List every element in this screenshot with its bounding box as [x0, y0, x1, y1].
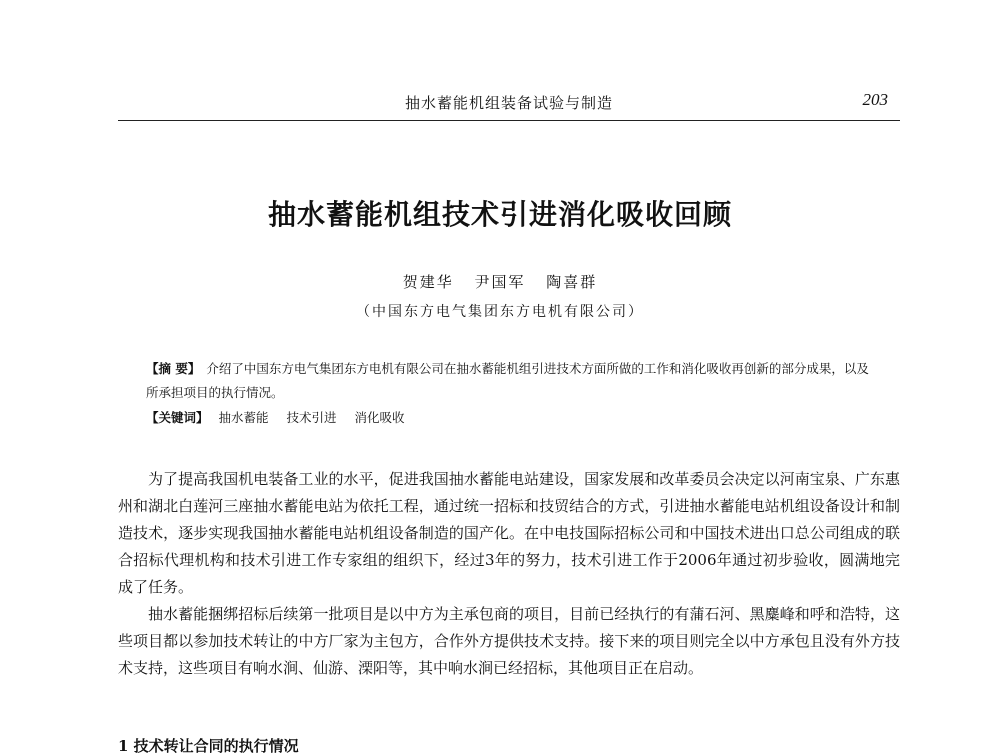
paragraph: 为了提高我国机电装备工业的水平，促进我国抽水蓄能电站建设，国家发展和改革委员会决定以河南宝泉、广东惠州和湖北白莲河三座抽水蓄能电站为依托工程，通过统一招标和技贸结合的方式，引进抽水蓄能电站机组设备设计和制造技术，逐步实现我国抽水蓄能电站机组设备制造的国产化。在中电技国际招标公司和中国技术进出口总公司组成的联合招标代理机构和技术引进工作专家组的组织下，经过3年的努力，技术引进工作于2006年通过初步验收，圆满地完成了任务。: [118, 470, 900, 596]
keywords-label: 【关键词】: [146, 410, 209, 425]
keyword: 抽水蓄能: [218, 410, 269, 425]
keyword: 消化吸收: [354, 410, 405, 425]
section-heading: 1 技术转让合同的执行情况: [118, 737, 299, 755]
keyword: 技术引进: [286, 410, 337, 425]
keywords: [146, 408, 876, 426]
paper-title: 抽水蓄能机组技术引进消化吸收回顾: [267, 198, 732, 231]
running-header: [118, 84, 900, 121]
abstract: [146, 357, 876, 405]
abstract-label: 【摘 要】: [146, 361, 201, 376]
authors: 贺建华 尹国军 陶喜群: [402, 273, 598, 291]
body-text: [118, 466, 900, 682]
affiliation: （中国东方电气集团东方电机有限公司）: [356, 304, 644, 320]
journal-title: 抽水蓄能机组装备试验与制造: [404, 94, 613, 112]
page-number: 203: [862, 90, 888, 109]
paragraph: 抽水蓄能捆绑招标后续第一批项目是以中方为主承包商的项目，目前已经执行的有蒲石河、黑麋峰和呼和浩特，这些项目都以参加技术转让的中方厂家为主包方，合作外方提供技术支持。接下来的项目则完全以中方承包且没有外方技术支持，这些项目有响水涧、仙游、溧阳等，其中响水涧已经招标，其他项目正在启动。: [118, 605, 900, 677]
abstract-text: 介绍了中国东方电气集团东方电机有限公司在抽水蓄能机组引进技术方面所做的工作和消化吸收再创新的部分成果，以及所承担项目的执行情况。: [146, 361, 869, 400]
